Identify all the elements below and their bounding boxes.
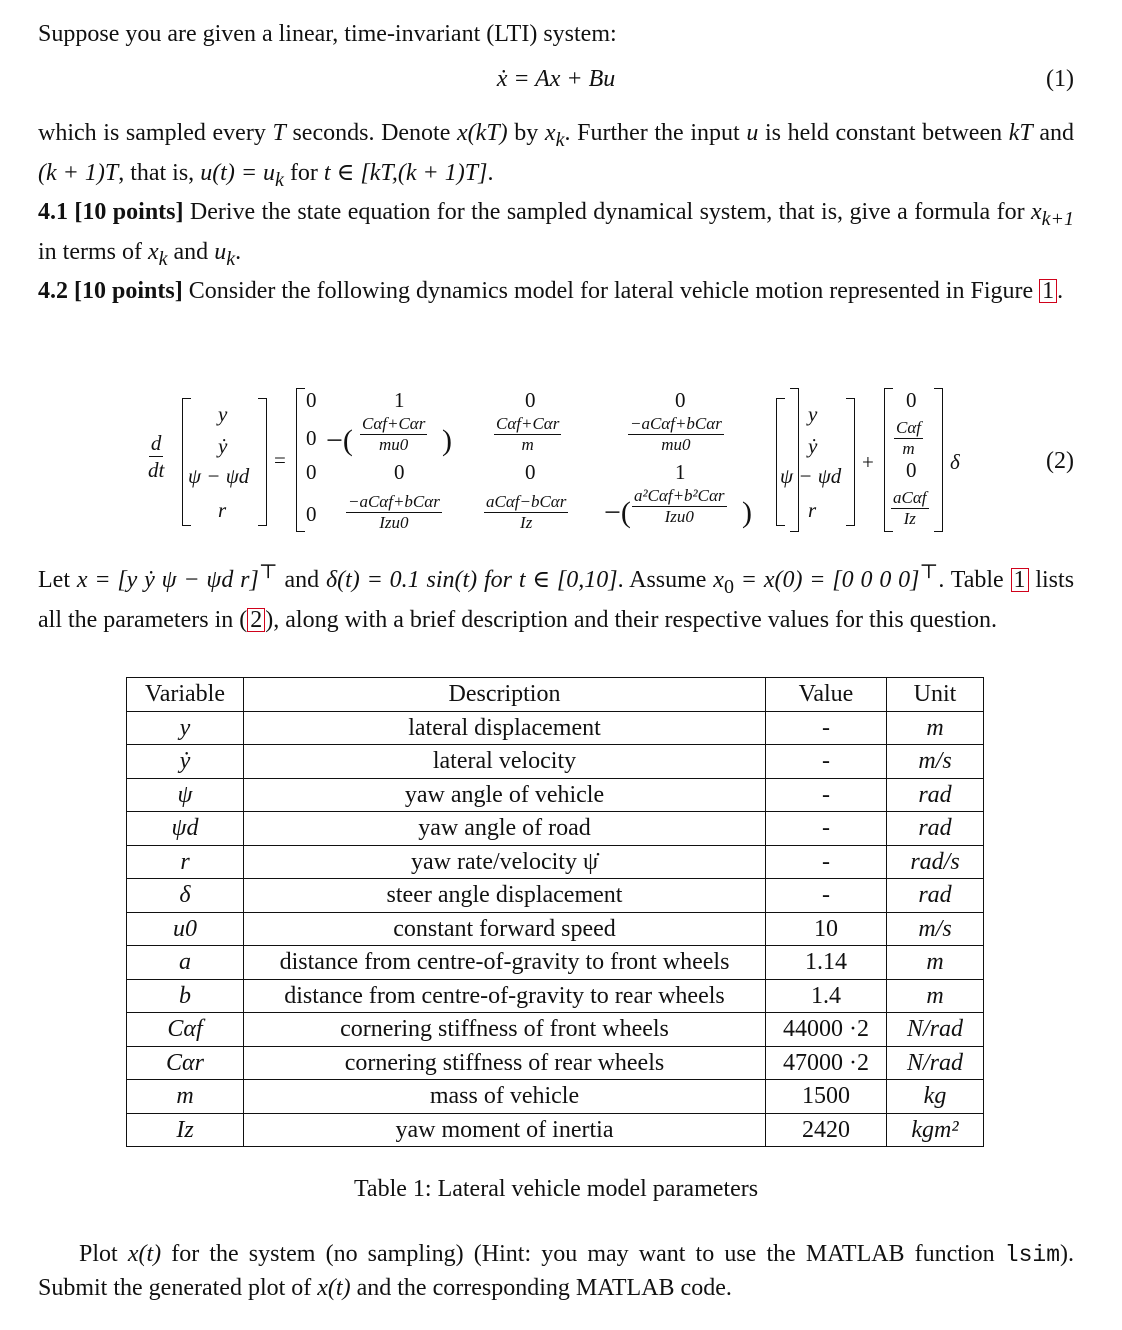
equation-2: $\frac{d}{dt}$ y ẏ ψ − ψd r = 0 0 0 0 1 −( Cαf+Cαr mu0 ) 0 −aCαf+bCαr Izu0 0 Cαf+Cαr m 0 aCαf−bCαr Iz 0 −aCαf+bCαr mu0 1 −( a²Cαf+b²Cαr Izu0 ) y ẏ ψ − ψd r + 0 Cαf m 0 aCαf Iz δ (2) [148, 388, 1074, 532]
a22-num: Cαf+Cαr [362, 414, 426, 433]
cell-description: cornering stiffness of rear wheels [244, 1046, 766, 1080]
cell-variable: y [127, 711, 244, 745]
cell-variable: r [127, 845, 244, 879]
question-4-2 [38, 275, 1074, 308]
rhs-bracket-right [846, 398, 855, 526]
transpose-symbol: ⊤ [919, 561, 939, 583]
lhs-bracket-right [258, 398, 267, 526]
a43-num: aCαf−bCαr [486, 492, 567, 511]
cell-description: yaw moment of inertia [244, 1113, 766, 1147]
table-row [127, 1080, 984, 1114]
cell-value: 1.4 [766, 979, 887, 1013]
q42-points: [10 points] [74, 278, 183, 304]
table-row [127, 979, 984, 1013]
text-span: and [1032, 120, 1075, 146]
a21: 0 [306, 426, 317, 450]
a34: 1 [675, 460, 686, 484]
text-span: and the corresponding MATLAB code. [350, 1275, 732, 1301]
q41-points: [10 points] [74, 199, 184, 225]
cell-value: - [766, 879, 887, 913]
a23 [494, 414, 561, 455]
intro-paragraph [38, 18, 1074, 51]
sampling-paragraph [38, 117, 1074, 197]
question-4-1 [38, 196, 1074, 276]
a42 [346, 492, 442, 533]
math-sub: k [555, 128, 565, 151]
equals-sign: = [274, 448, 286, 472]
b4-den: Iz [903, 509, 916, 528]
b4 [891, 488, 929, 529]
transpose-symbol: ⊤ [258, 561, 278, 583]
header-description: Description [244, 678, 766, 712]
a43-den: Iz [520, 513, 533, 532]
cell-unit: N/rad [887, 1013, 984, 1047]
cell-value: 2420 [766, 1113, 887, 1147]
table-row [127, 812, 984, 846]
text-span: . Assume [617, 567, 714, 593]
cell-unit: kgm² [887, 1113, 984, 1147]
header-variable: Variable [127, 678, 244, 712]
text-span: . [235, 238, 242, 265]
math-delta: δ(t) = 0.1 sin(t) for t ∈ [0,10] [325, 567, 618, 593]
cell-description: steer angle displacement [244, 879, 766, 913]
math-k1T: (k + 1)T [38, 159, 119, 186]
cell-value: - [766, 778, 887, 812]
math-sub: k [275, 168, 284, 191]
a42-den: Izu0 [379, 513, 409, 532]
b3: 0 [906, 458, 917, 482]
table-row [127, 879, 984, 913]
let-paragraph [38, 556, 1074, 637]
text-span: . Further the input [564, 120, 747, 146]
eq1-rhs: = Ax + Bu [513, 66, 616, 92]
b1: 0 [906, 388, 917, 412]
math-xt: x(t) [317, 1275, 351, 1301]
math-uk: u [214, 238, 227, 265]
b4-num: aCαf [893, 488, 927, 507]
cell-description: mass of vehicle [244, 1080, 766, 1114]
q41-label: 4.1 [38, 199, 68, 225]
table-row [127, 946, 984, 980]
header-unit: Unit [887, 678, 984, 712]
a44 [632, 486, 727, 527]
delta-input: δ [950, 450, 960, 474]
table-row [127, 1046, 984, 1080]
text-span: Consider the following dynamics model for lateral vehicle motion represented in Figure [182, 278, 1040, 304]
math-sub: k+1 [1041, 207, 1075, 230]
a23-num: Cαf+Cαr [496, 414, 560, 433]
a-matrix-bracket-left [296, 388, 305, 532]
math-xkT: x(kT) [457, 120, 508, 146]
math-xdef: x = [y ẏ ψ − ψd r] [76, 567, 259, 593]
state-y: y [218, 402, 228, 426]
cell-description: yaw angle of vehicle [244, 778, 766, 812]
state-y: y [808, 402, 818, 426]
math-sub: k [226, 247, 236, 270]
math-interval: t ∈ [kT,(k + 1)T] [323, 159, 488, 186]
cell-unit: kg [887, 1080, 984, 1114]
math-u: u [746, 120, 759, 146]
eq1-number: (1) [1046, 66, 1074, 92]
a11: 0 [306, 388, 317, 412]
math-kT: kT [1008, 120, 1033, 146]
text-span: Let [38, 567, 77, 593]
dt-symbol: dt [148, 458, 165, 482]
rhs-bracket-left [776, 398, 785, 526]
text-span: and [277, 567, 326, 593]
table-row [127, 711, 984, 745]
header-value: Value [766, 678, 887, 712]
math-xt: x(t) [127, 1241, 162, 1267]
table-body [127, 711, 984, 1147]
table-row [127, 745, 984, 779]
state-r: r [808, 498, 817, 522]
cell-value: - [766, 745, 887, 779]
cell-value: - [766, 845, 887, 879]
b2-num: Cαf [896, 418, 921, 437]
a-matrix-bracket-right [790, 388, 799, 532]
table-row [127, 1013, 984, 1047]
cell-variable: m [127, 1080, 244, 1114]
a32: 0 [394, 460, 405, 484]
cell-variable: δ [127, 879, 244, 913]
b-vector-bracket-right [934, 388, 943, 532]
cell-unit: m/s [887, 912, 984, 946]
figure-reference-link[interactable]: 1 [1039, 279, 1057, 303]
state-ydot: ẏ [808, 434, 818, 458]
cell-description: yaw rate/velocity ψ̇ [244, 845, 766, 879]
state-psi-err: ψ − ψd [780, 464, 842, 488]
lhs-bracket-left [182, 398, 191, 526]
text-span: is held constant between [758, 120, 1009, 146]
code-lsim: lsim [1004, 1242, 1061, 1268]
cell-unit: rad/s [887, 845, 984, 879]
cell-variable: u0 [127, 912, 244, 946]
q42-label: 4.2 [38, 278, 68, 304]
cell-value: - [766, 711, 887, 745]
b2 [894, 418, 923, 459]
cell-unit: rad [887, 879, 984, 913]
equation-1 [38, 66, 1074, 100]
a22 [360, 414, 427, 455]
cell-unit: rad [887, 812, 984, 846]
cell-unit: m [887, 946, 984, 980]
cell-unit: m/s [887, 745, 984, 779]
equation-reference-link[interactable]: 2 [247, 608, 265, 632]
text-span: lists all the parameters in ( [38, 567, 1075, 633]
a23-den: m [521, 435, 534, 454]
a44-num: a²Cαf+b²Cαr [634, 486, 725, 505]
text-span: , that is, [118, 159, 201, 186]
b2-den: m [902, 439, 915, 458]
cell-unit: m [887, 711, 984, 745]
math-T: T [272, 120, 286, 146]
text-span: and [167, 238, 215, 265]
cell-value: 44000 ·2 [766, 1013, 887, 1047]
state-r: r [218, 498, 227, 522]
a13: 0 [525, 388, 536, 412]
a24-num: −aCαf+bCαr [630, 414, 722, 433]
cell-value: 47000 ·2 [766, 1046, 887, 1080]
a44-den: Izu0 [664, 507, 694, 526]
text-span: seconds. Denote [285, 120, 458, 146]
a14: 0 [675, 388, 686, 412]
text-span: Plot [79, 1241, 128, 1267]
table-row [127, 912, 984, 946]
parameter-table [126, 677, 984, 1147]
table-row [127, 1113, 984, 1147]
plus-sign: + [862, 450, 874, 474]
a24-den: mu0 [661, 435, 691, 454]
a12: 1 [394, 388, 405, 412]
cell-value: 10 [766, 912, 887, 946]
text-span: . [1057, 278, 1064, 304]
math-sub: 0 [723, 575, 734, 598]
intro-text: Suppose you are given a linear, time-invariant (LTI) system: [38, 21, 617, 47]
math-ut: u(t) = u [200, 159, 276, 186]
text-span: in terms of [38, 238, 148, 265]
cell-description: lateral displacement [244, 711, 766, 745]
a24 [628, 414, 724, 455]
a41: 0 [306, 502, 317, 526]
math-xk: x [544, 120, 556, 146]
a22-den: mu0 [379, 435, 409, 454]
table-caption: Table 1: Lateral vehicle model parameters [353, 1176, 759, 1202]
table-reference-link[interactable]: 1 [1011, 568, 1029, 592]
cell-variable: a [127, 946, 244, 980]
cell-value: - [766, 812, 887, 846]
text-span: by [507, 120, 545, 146]
cell-description: constant forward speed [244, 912, 766, 946]
table-row [127, 778, 984, 812]
text-span: Derive the state equation for the sampled dynamical system, that is, give a formula for [183, 199, 1031, 225]
state-ydot: ẏ [218, 434, 228, 458]
cell-description: yaw angle of road [244, 812, 766, 846]
cell-description: distance from centre-of-gravity to rear wheels [244, 979, 766, 1013]
d-symbol: d [150, 431, 162, 455]
a43 [484, 492, 568, 533]
cell-variable: b [127, 979, 244, 1013]
cell-variable: Cαf [127, 1013, 244, 1047]
state-psi-err: ψ − ψd [188, 464, 250, 488]
cell-value: 1.14 [766, 946, 887, 980]
cell-unit: rad [887, 778, 984, 812]
cell-description: distance from centre-of-gravity to front wheels [244, 946, 766, 980]
cell-variable: ψd [127, 812, 244, 846]
cell-variable: Cαr [127, 1046, 244, 1080]
plot-paragraph [38, 1238, 1074, 1305]
text-span: for [283, 159, 324, 186]
cell-unit: m [887, 979, 984, 1013]
cell-description: lateral velocity [244, 745, 766, 779]
math-xk: x [147, 238, 159, 265]
math-x0rhs: = x(0) = [0 0 0 0] [733, 567, 920, 593]
derivative-operator [148, 430, 164, 483]
cell-unit: N/rad [887, 1046, 984, 1080]
cell-value: 1500 [766, 1080, 887, 1114]
cell-variable: ψ [127, 778, 244, 812]
text-span: . [487, 159, 494, 186]
math-x0: x [713, 567, 724, 593]
text-span: which is sampled every [38, 120, 273, 146]
cell-description: cornering stiffness of front wheels [244, 1013, 766, 1047]
text-span: ), along with a brief description and their respective values for this question. [265, 606, 998, 633]
a42-num: −aCαf+bCαr [348, 492, 440, 511]
math-sub: k [158, 247, 168, 270]
a33: 0 [525, 460, 536, 484]
a44-minus: − [604, 496, 621, 529]
a31: 0 [306, 460, 317, 484]
text-span: . Table [938, 567, 1011, 593]
text-span: for the system (no sampling) (Hint: you may want to use the MATLAB function [161, 1241, 1005, 1267]
eq1-lhs: ẋ [496, 66, 508, 92]
table-row [127, 845, 984, 879]
eq2-number: (2) [1046, 448, 1074, 474]
text-span: ). Submit the generated plot of [38, 1241, 1075, 1301]
cell-variable: ẏ [127, 745, 244, 779]
cell-variable: Iz [127, 1113, 244, 1147]
math-xk1: x [1030, 199, 1042, 225]
table-header-row [127, 678, 984, 712]
